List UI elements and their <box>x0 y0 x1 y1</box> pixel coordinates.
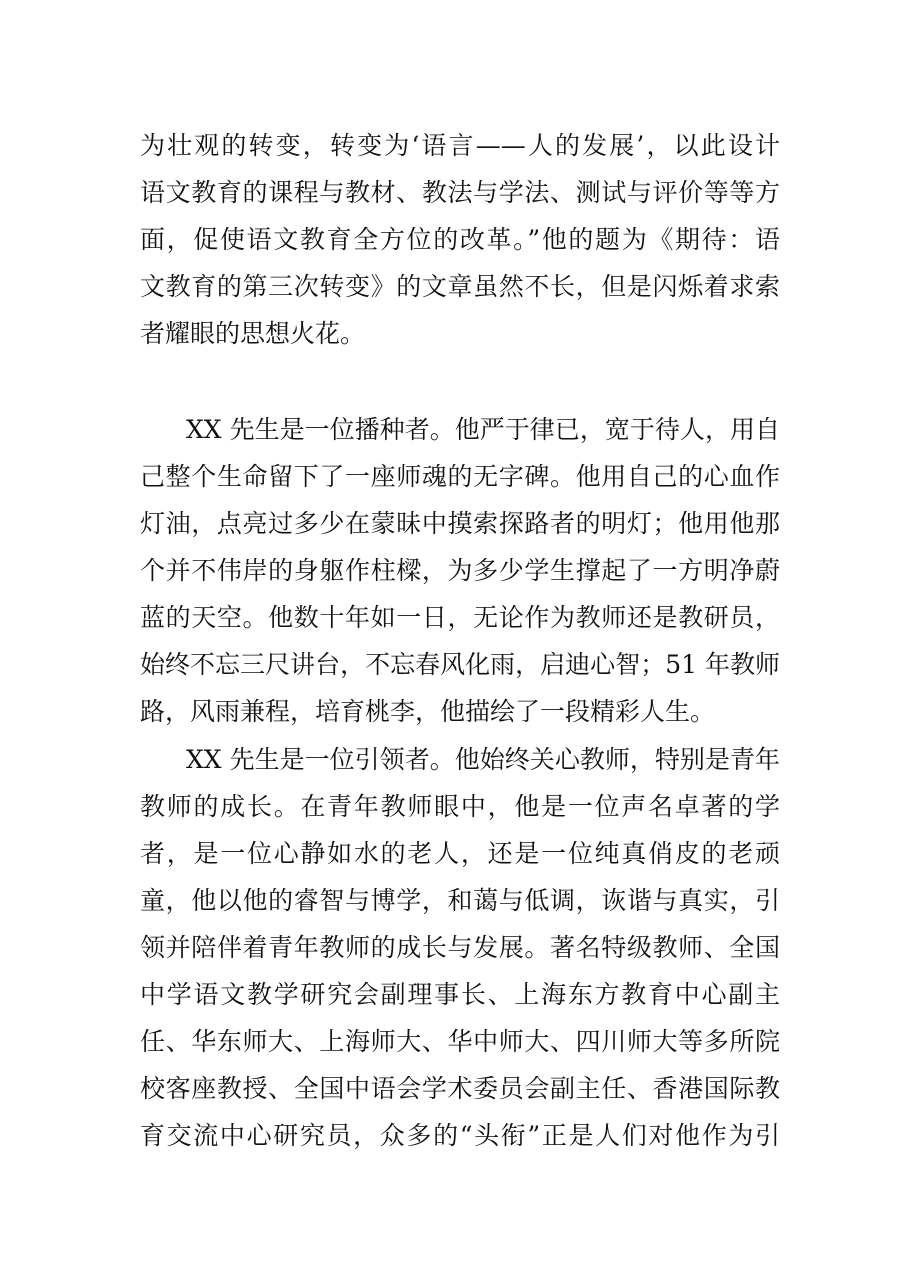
paragraph-2-line-1: XX 先生是一位播种者。他严于律已，宽于待人，用自 <box>186 415 780 444</box>
paragraph-2 <box>140 406 780 735</box>
paragraph-3-line-5: 领并陪伴着青年教师的成长与发展。著名特级教师、全国 <box>140 933 780 962</box>
paragraph-3-line-6: 中学语文教学研究会副理事长、上海东方教育中心副主 <box>140 980 780 1009</box>
paragraph-3-line-3: 者，是一位心静如水的老人，还是一位纯真俏皮的老顽 <box>140 839 780 868</box>
paragraph-1-line-1: 为壮观的转变，转变为‘语言——人的发展’，以此设计 <box>140 131 780 160</box>
paragraph-2-line-4: 个并不伟岸的身躯作柱樑，为多少学生撑起了一方明净蔚 <box>140 556 780 585</box>
paragraph-2-line-5: 蓝的天空。他数十年如一日，无论作为教师还是教研员， <box>140 603 780 632</box>
paragraph-3-line-7: 任、华东师大、上海师大、华中师大、四川师大等多所院 <box>140 1027 780 1056</box>
paragraph-3 <box>140 736 780 1159</box>
paragraph-2-line-7: 路，风雨兼程，培育桃李，他描绘了一段精彩人生。 <box>140 697 716 726</box>
paragraph-3-line-9: 育交流中心研究员，众多的“头衔”正是人们对他作为引 <box>140 1121 780 1150</box>
paragraph-1 <box>140 122 780 357</box>
paragraph-2-line-6: 始终不忘三尺讲台，不忘春风化雨，启迪心智；51 年教师 <box>140 650 780 679</box>
paragraph-2-line-2: 己整个生命留下了一座师魂的无字碑。他用自己的心血作 <box>140 462 780 491</box>
paragraph-3-line-1: XX 先生是一位引领者。他始终关心教师，特别是青年 <box>186 745 780 774</box>
paragraph-3-line-4: 童，他以他的睿智与博学，和蔼与低调，诙谐与真实，引 <box>140 886 780 915</box>
paragraph-1-line-4: 文教育的第三次转变》的文章虽然不长，但是闪烁着求索 <box>140 272 780 301</box>
paragraph-3-line-2: 教师的成长。在青年教师眼中，他是一位声名卓著的学 <box>140 792 780 821</box>
paragraph-1-line-3: 面，促使语文教育全方位的改革。”他的题为《期待：语 <box>140 225 780 254</box>
paragraph-2-line-3: 灯油，点亮过多少在蒙昧中摸索探路者的明灯；他用他那 <box>140 509 780 538</box>
paragraph-3-line-8: 校客座教授、全国中语会学术委员会副主任、香港国际教 <box>140 1074 780 1103</box>
paragraph-1-line-5: 者耀眼的思想火花。 <box>140 319 366 348</box>
paragraph-1-line-2: 语文教育的课程与教材、教法与学法、测试与评价等等方 <box>140 178 780 207</box>
